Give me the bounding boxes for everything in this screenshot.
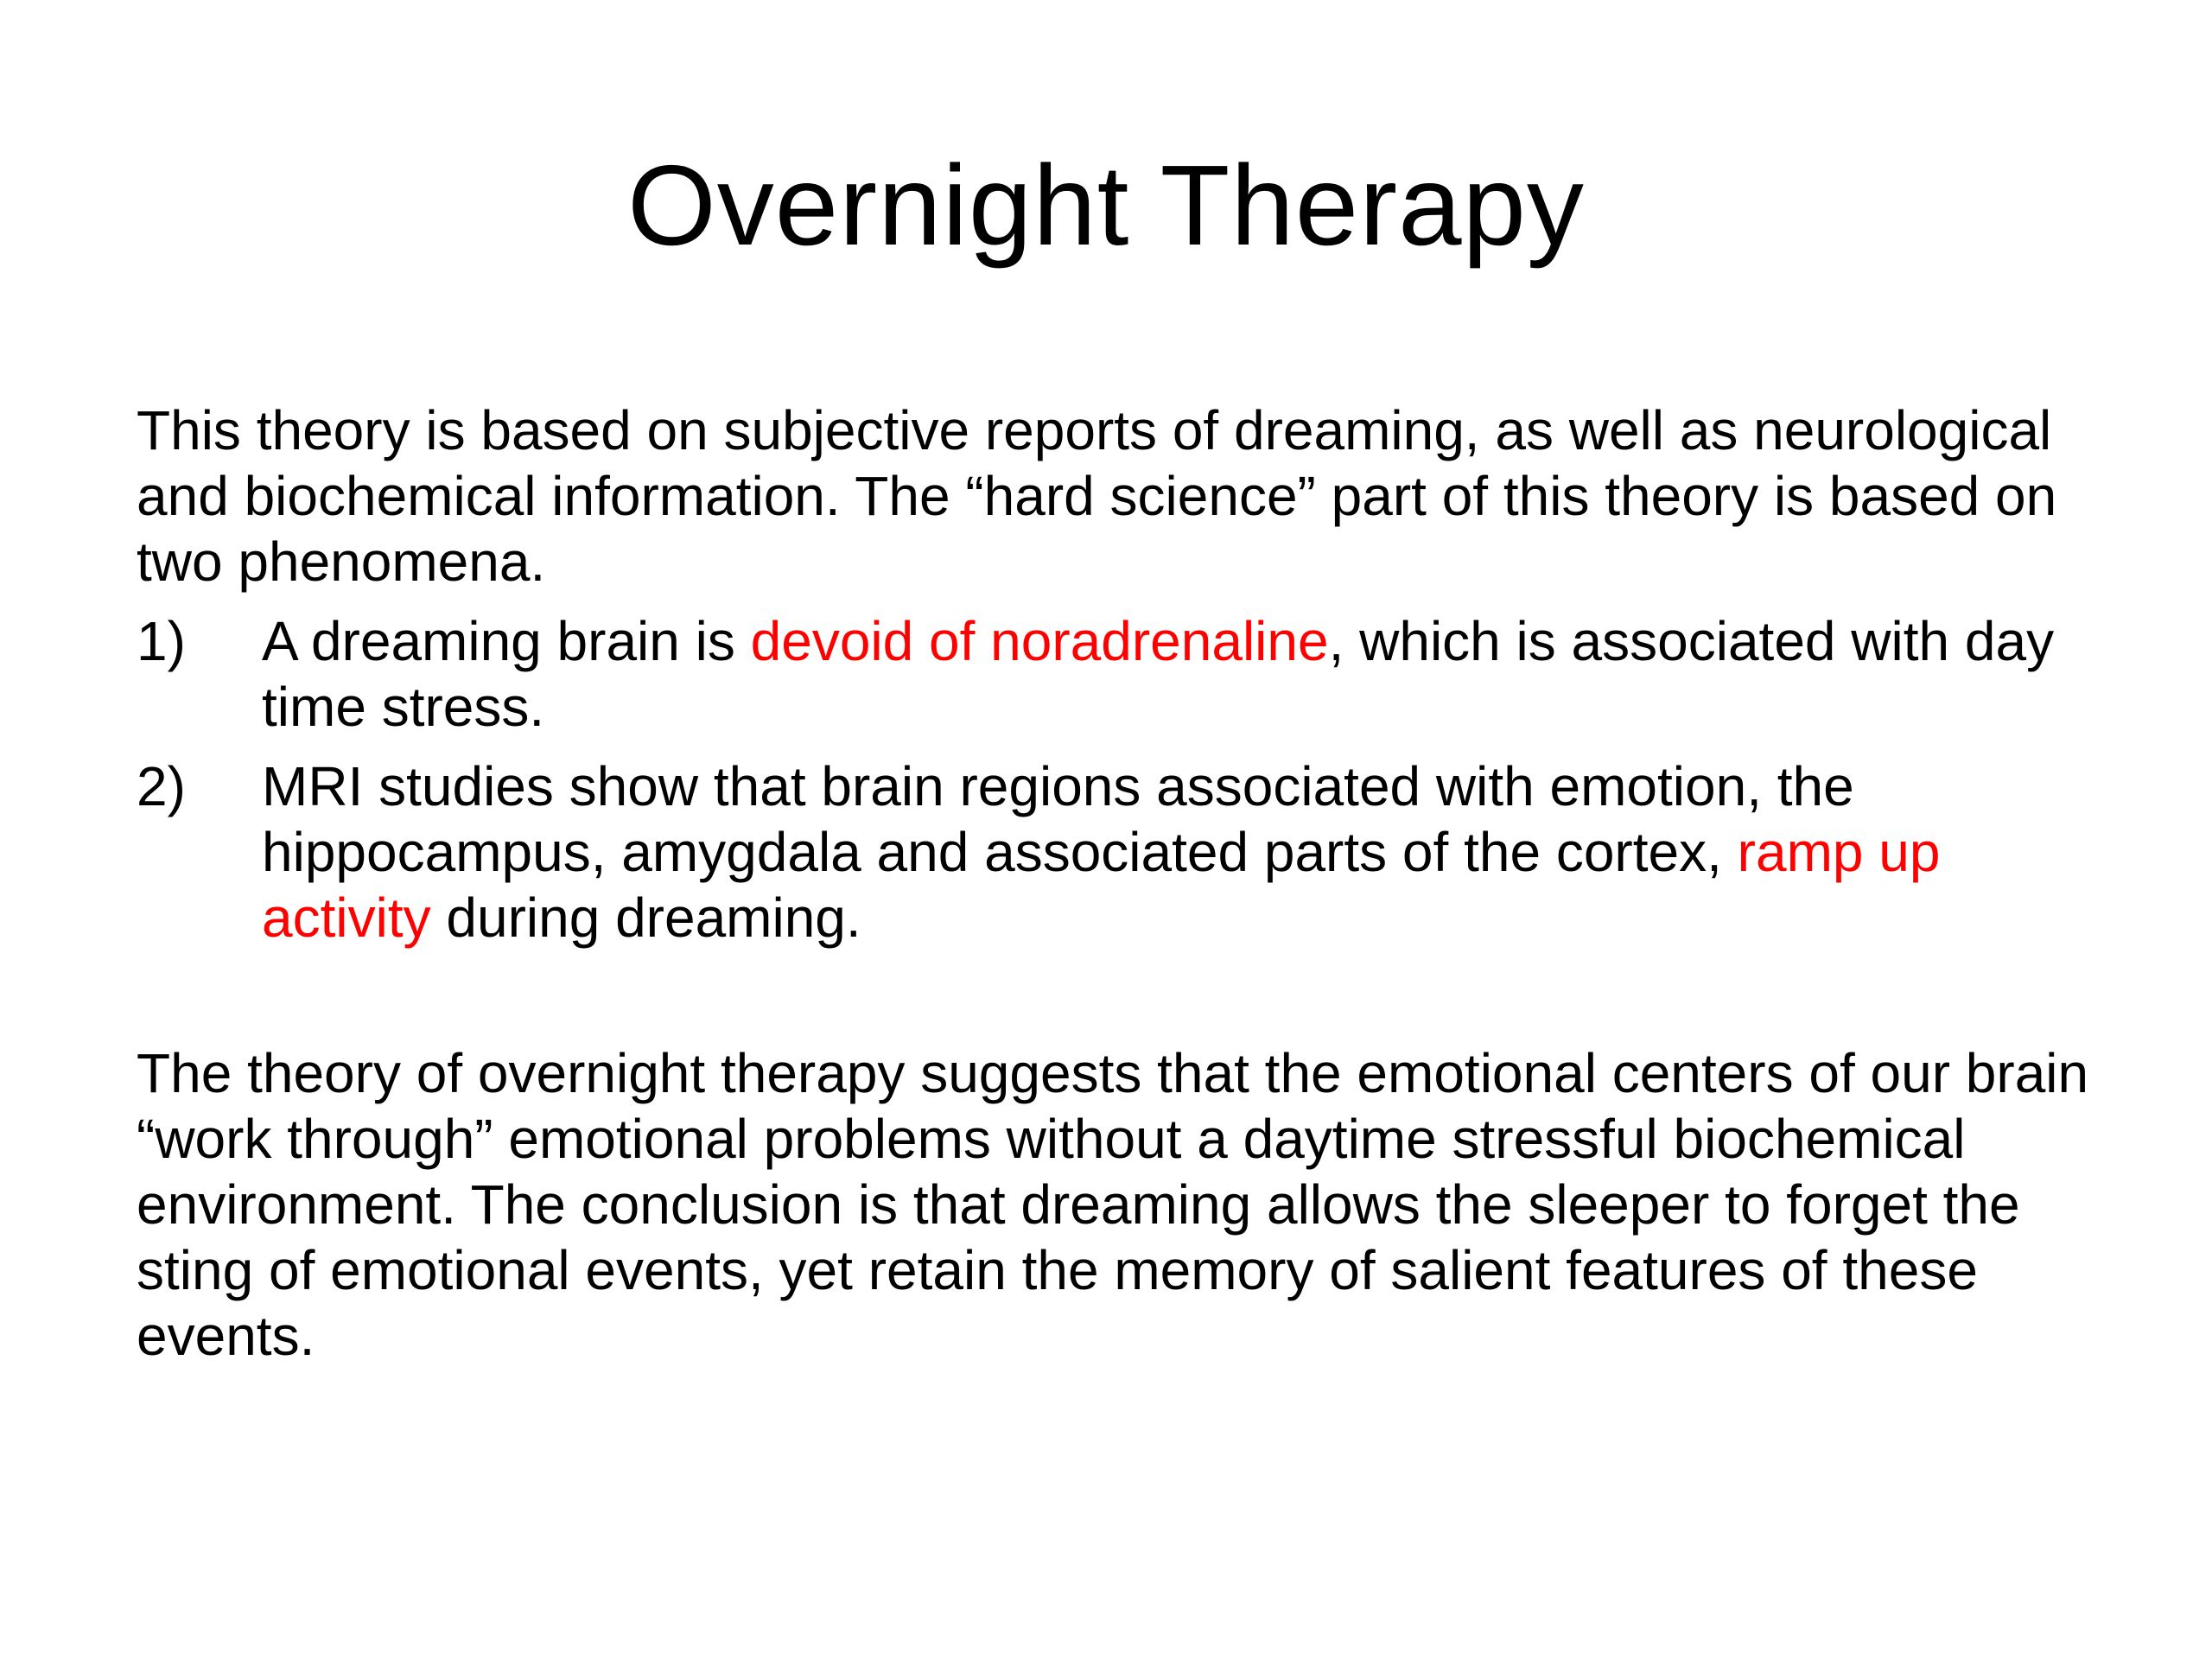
phenomena-list	[137, 608, 2115, 950]
intro-paragraph: This theory is based on subjective reports of dreaming, as well as neurological and biochemical information. The “hard science” part of this theory is based on two phenomena.	[137, 399, 2057, 593]
list-item-number: 1)	[137, 610, 186, 672]
list-item	[137, 753, 2115, 950]
slide-title: Overnight Therapy	[627, 142, 1585, 269]
list-item-text: , which is associated with day time stress.	[262, 610, 2055, 738]
highlighted-text: devoid of noradrenaline	[750, 610, 1329, 672]
list-item-text: during dreaming.	[430, 887, 861, 949]
list-item-text: MRI studies show that brain regions associated with emotion, the hippocampus, amygdala and associated parts of the cortex,	[262, 755, 1854, 883]
highlighted-text: ramp up activity	[262, 821, 1941, 949]
list-item-text: A dreaming brain is	[262, 610, 751, 672]
list-item	[137, 608, 2115, 740]
slide-body	[137, 397, 2115, 1369]
conclusion-paragraph: The theory of overnight therapy suggests that the emotional centers of our brain “work through” emotional problems without a daytime stressful biochemical environment. The conclusion is that dreaming allows the sleeper to forget the sting of emotional events, yet retain the memory of salient features of these events.	[137, 1042, 2089, 1367]
list-item-number: 2)	[137, 755, 186, 817]
